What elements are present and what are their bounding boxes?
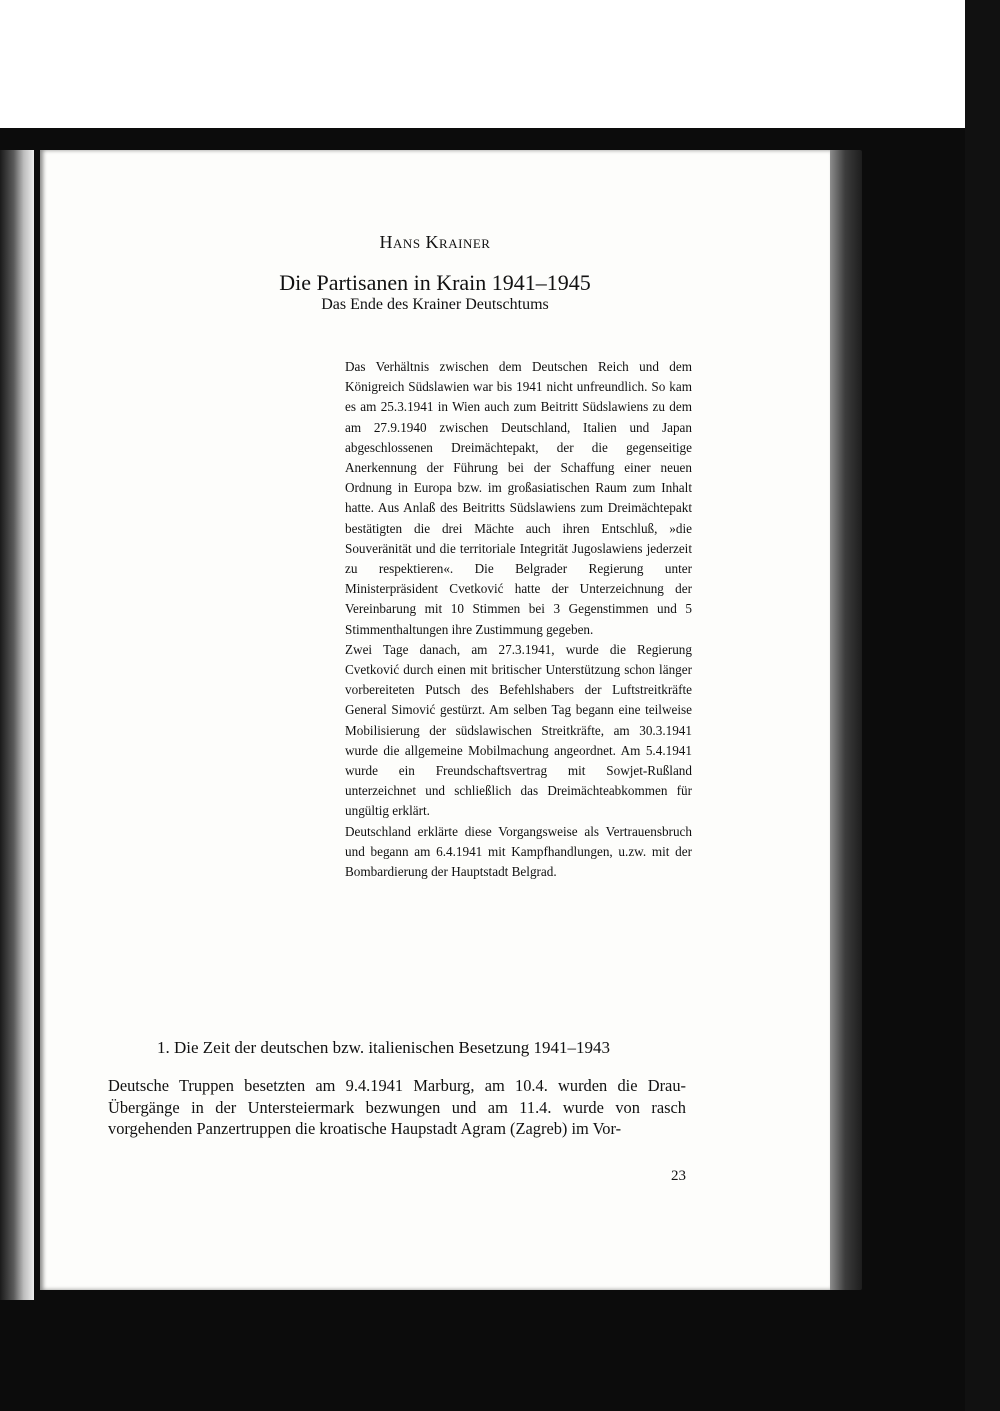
intro-paragraph: Deutschland erklärte diese Vorgangsweise als Vertrauensbruch und begann am 6.4.1941 mit Kampfhandlungen, u.zw. mit der Bombardierung der Hauptstadt Belgrad. — [345, 823, 692, 880]
book-page — [40, 150, 830, 1290]
intro-paragraph: Zwei Tage danach, am 27.3.1941, wurde die Regierung Cvetković durch einen mit britischer Unterstützung schon länger vorbereiteten Putsch des Befehlshabers der Luftstreitkräfte General Simović gestürzt. Am selben Tag begann eine teilweise Mobilisierung der südslawischen Streitkräfte, am 30.3.1941 wurde die allgemeine Mobilmachung angeordnet. Am 5.4.1941 wurde ein Freundschaftsvertrag mit Sowjet-Rußland unterzeichnet und schließlich das Dreimächteabkommen für ungültig erklärt. — [345, 641, 692, 819]
intro-column — [345, 357, 692, 882]
author-name: Hans Krainer — [379, 232, 491, 252]
section-heading: 1. Die Zeit der deutschen bzw. italienischen Besetzung 1941–1943 — [157, 1038, 611, 1057]
page-number: 23 — [671, 1168, 686, 1184]
scan-margin-top — [0, 0, 1000, 140]
intro-paragraph: Das Verhältnis zwischen dem Deutschen Reich und dem Königreich Südslawien war bis 1941 nicht unfreundlich. So kam es am 25.3.1941 in Wien auch zum Beitritt Südslawiens zu dem am 27.9.1940 zwischen Deutschland, Italien und Japan abgeschlossenen Dreimächtepakt, der die gegenseitige Anerkennung der Führung bei der Schaffung einer neuen Ordnung in Europa bzw. im großasiatischen Raum zum Inhalt hatte. Aus Anlaß des Beitritts Südslawiens zum Dreimächtepakt bestätigten die drei Mächte auch ihren Entschluß, »die Souveränität und die territoriale Integrität Jugoslawiens jederzeit zu respektieren«. Die Belgrader Regierung unter Ministerpräsident Cvetković hatte der Unterzeichnung der Vereinbarung mit 10 Stimmen bei 3 Gegenstimmen und 5 Stimmenthaltungen ihre Zustimmung gegeben. — [345, 359, 692, 637]
book-spine-edge — [0, 150, 34, 1300]
chapter-subtitle: Das Ende des Krainer Deutschtums — [321, 296, 549, 313]
scan-right-edge — [965, 0, 1000, 1411]
body-paragraph: Deutsche Truppen besetzten am 9.4.1941 Marburg, am 10.4. wurden die Drau-Übergänge in der Untersteiermark bezwungen und am 11.4. wurde von rasch vorgehenden Panzertruppen die kroatische Haupstadt Agram (Zagreb) im Vor- — [108, 1076, 686, 1138]
body-text — [108, 1075, 686, 1140]
chapter-title: Die Partisanen in Krain 1941–1945 — [279, 270, 591, 295]
